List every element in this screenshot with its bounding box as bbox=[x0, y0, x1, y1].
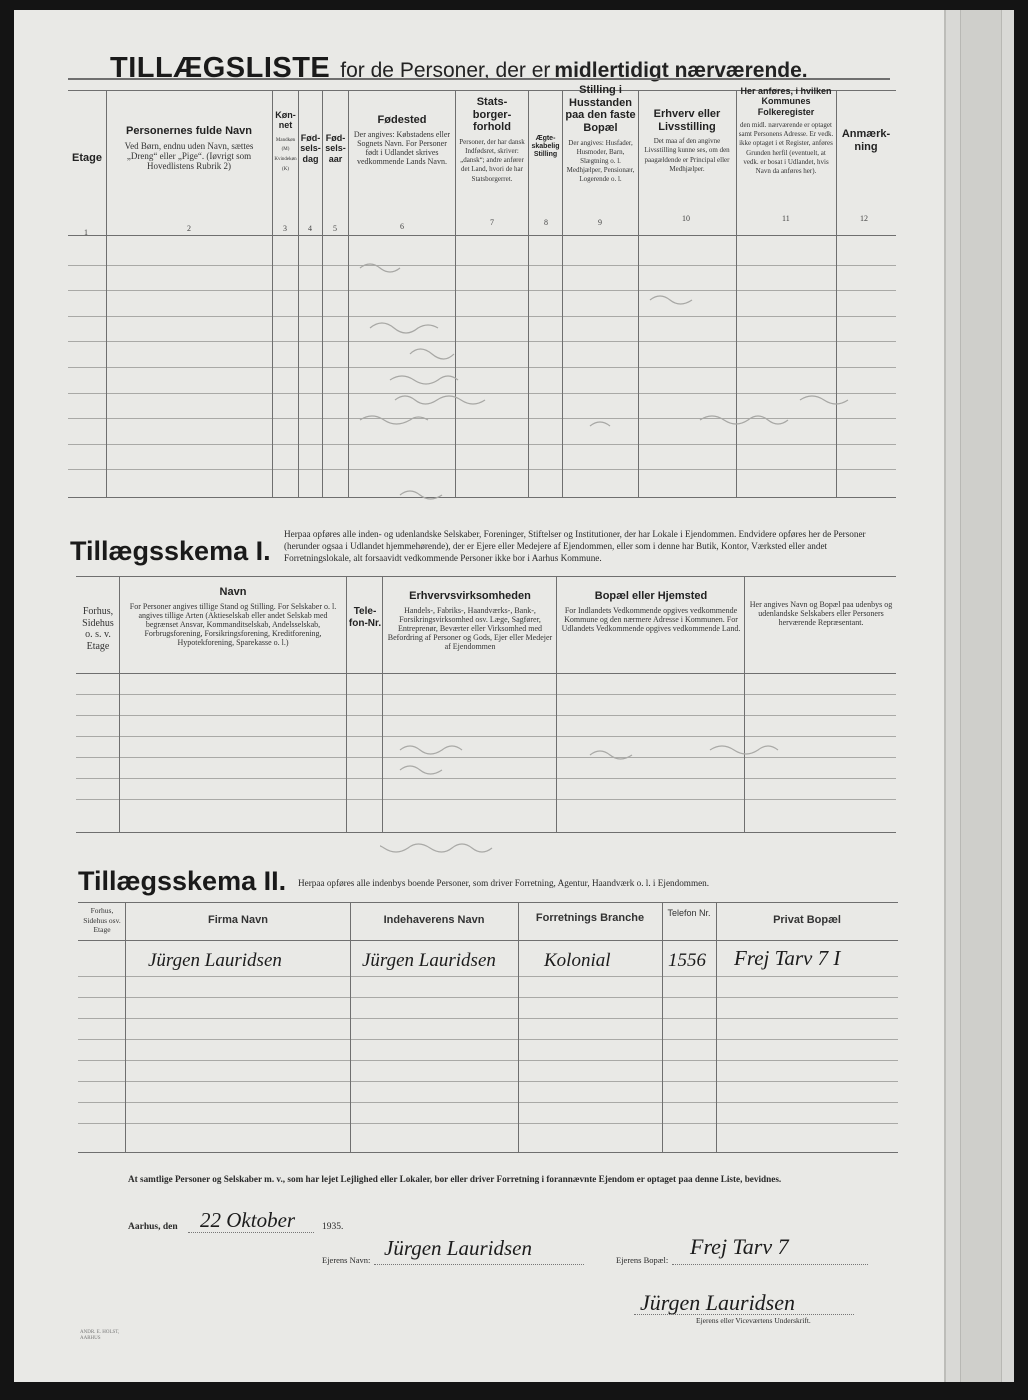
col-number: 5 bbox=[333, 224, 337, 233]
s2-header-branche: Forretnings Branche bbox=[535, 912, 645, 924]
col-number: 10 bbox=[682, 214, 690, 223]
bleed-through-marks bbox=[380, 730, 800, 860]
col-header-stilling: Stilling i Husstanden paa den faste Bopæl Der angives: Husfader, Husmoder, Barn, Slægtning o. l. Medhjælper, Pensionær, Logerende o. l. bbox=[565, 84, 636, 184]
col-header-etage: Etage bbox=[72, 152, 102, 164]
col-number: 12 bbox=[860, 214, 868, 223]
owner-signature: Jürgen Lauridsen bbox=[640, 1290, 796, 1315]
owner-address-handwritten: Frej Tarv 7 bbox=[690, 1234, 789, 1259]
schema1-title: Tillægsskema I. bbox=[70, 536, 271, 566]
col-header-erhverv: Erhverv eller Livsstilling Det maa af den angivne Livsstilling kunne ses, om den paagældende er Principal eller Medhjælper. bbox=[644, 108, 730, 173]
s1-header-telefon: Tele-fon-Nr. bbox=[348, 606, 382, 629]
s2-header-firma: Firma Navn bbox=[208, 914, 268, 926]
col-number: 4 bbox=[308, 224, 312, 233]
title-rest: for de Personer, der er bbox=[340, 59, 551, 82]
entry-branche: Kolonial bbox=[544, 950, 611, 971]
owner-name-handwritten: Jürgen Lauridsen bbox=[384, 1236, 532, 1260]
entry-telefon: 1556 bbox=[668, 950, 706, 971]
col-number: 9 bbox=[598, 218, 602, 227]
col-header-statsborger: Stats-borger-forhold Personer, der har dansk Indfødsret, skriver: „dansk“; andre anfører det Land, hvori de har Statsborgerret. bbox=[459, 96, 525, 183]
place-label: Aarhus, den bbox=[128, 1222, 178, 1232]
col-number: 7 bbox=[490, 218, 494, 227]
certification-text: At samtlige Personer og Selskaber m. v., som har lejet Lejlighed eller Lokaler, bor eller driver Forretning i forannævnte Ejendom er optaget paa denne Liste, bevidnes. bbox=[128, 1174, 782, 1184]
s1-header-etage: Forhus, Sidehus o. s. v. Etage bbox=[82, 606, 114, 652]
entry-privat-bopael: Frej Tarv 7 I bbox=[734, 946, 841, 970]
col-header-fodselsaar: Fød-sels-aar bbox=[325, 133, 346, 164]
s2-header-etage: Forhus, Sidehus osv. Etage bbox=[83, 906, 121, 935]
entry-indehaver-navn: Jürgen Lauridsen bbox=[362, 950, 496, 971]
col-header-aegteskab: Ægte-skabelig Stilling bbox=[531, 135, 560, 159]
col-number: 8 bbox=[544, 218, 548, 227]
signature-caption: Ejerens eller Viceværtens Underskrift. bbox=[696, 1316, 811, 1325]
printer-stamp: ANDR. E. HOLST, AARHUS bbox=[80, 1330, 120, 1341]
s1-header-bopael: Bopæl eller Hjemsted For Indlandets Vedkommende opgives vedkommende Kommune og den nærmere Adresse i Kommunen. For Udlandets Vedkommende opgives vedkommende Land. bbox=[561, 590, 741, 634]
col-header-folkeregister: Her anføres, i hvilken Kommunes Folkeregister den midl. nærværende er optaget samt Personens Adresse. Er vedk. ikke optaget i et Register, anføres Grunden herfil (eventuelt, at vedk. er bosat i Udlandet, hvis Navn da anføres her). bbox=[738, 86, 834, 175]
col-header-kon: Køn-net Mandkøn (M) Kvindekøn (K) bbox=[274, 110, 297, 172]
bleed-through-marks bbox=[350, 250, 870, 530]
col-number: 1 bbox=[84, 228, 88, 237]
col-number: 2 bbox=[187, 224, 191, 233]
entry-firma-navn: Jürgen Lauridsen bbox=[148, 950, 282, 971]
s2-header-bopael: Privat Bopæl bbox=[773, 914, 841, 926]
schema1-intro: Herpaa opføres alle inden- og udenlandske Selskaber, Foreninger, Stiftelser og Institutioner, der har Lokale i Ejendommen. Endvidere opføres her de Personer (herunder ogsaa i Udlandet hjemmehørende), der er Ejere eller Medejere af Ejendommen, eller som i denne har Butik, Kontor, Værksted eller andet Forretningslokale, alt forsaavidt vedkommende Personer ikke bor i Aarhus Kommune. bbox=[284, 529, 866, 563]
s2-header-indehaver: Indehaverens Navn bbox=[383, 914, 485, 926]
book-binding bbox=[944, 10, 1014, 1382]
col-number: 11 bbox=[782, 214, 790, 223]
title-rest-bold: midlertidigt nærværende. bbox=[554, 59, 808, 82]
col-header-anmaerkning: Anmærk-ning bbox=[841, 128, 891, 153]
s1-header-erhverv: Erhvervsvirksomheden Handels-, Fabriks-, Haandværks-, Bank-, Forsikringsvirksomhed osv. Læge, Sagfører, Entreprenør, Beværter eller Virksomhed med Befordring af Personer og Gods, Ejer eller Medejer af Ejendommen bbox=[387, 590, 553, 652]
s2-header-telefon: Telefon Nr. bbox=[667, 908, 711, 918]
col-number: 3 bbox=[283, 224, 287, 233]
title-bold: TILLÆGSLISTE bbox=[110, 52, 331, 84]
schema2-intro: Herpaa opføres alle indenbys boende Personer, som driver Forretning, Agentur, Haandværk o. l. i Ejendommen. bbox=[298, 878, 710, 888]
col-header-navn: Personernes fulde Navn Ved Børn, endnu uden Navn, sættes „Dreng“ eller „Pige“. (Iøvrigt som Hovedlistens Rubrik 2) bbox=[124, 125, 254, 172]
col-header-fodselsdag: Fød-sels-dag bbox=[300, 133, 321, 164]
page-title bbox=[110, 52, 890, 85]
s1-header-repraesentant: Her angives Navn og Bopæl paa udenbys og udenlandske Selskabers eller Personers herværende Repræsentant. bbox=[749, 600, 893, 628]
schema2-title: Tillægsskema II. bbox=[78, 866, 287, 896]
col-header-fodested: Fødested Der angives: Købstadens eller Sognets Navn. For Personer født i Udlandet skrives vedkommende Lands Navn. bbox=[353, 114, 451, 167]
date-handwritten: 22 Oktober bbox=[200, 1208, 296, 1232]
owner-name-label: Ejerens Navn: bbox=[322, 1255, 371, 1265]
year-label: 1935. bbox=[322, 1222, 344, 1232]
s1-header-navn: Navn For Personer angives tillige Stand og Stilling. For Selskaber o. l. angives tillige Arten (Aktieselskab eller andet Selskab med begrænset Ansvar, Kommanditselskab, Andelsselskab, Forbrugsforening, Forsikringsforening, Kreditforening, Hypotekforening, Sparekasse o. l.) bbox=[129, 586, 337, 648]
col-number: 6 bbox=[400, 222, 404, 231]
owner-address-label: Ejerens Bopæl: bbox=[616, 1255, 669, 1265]
